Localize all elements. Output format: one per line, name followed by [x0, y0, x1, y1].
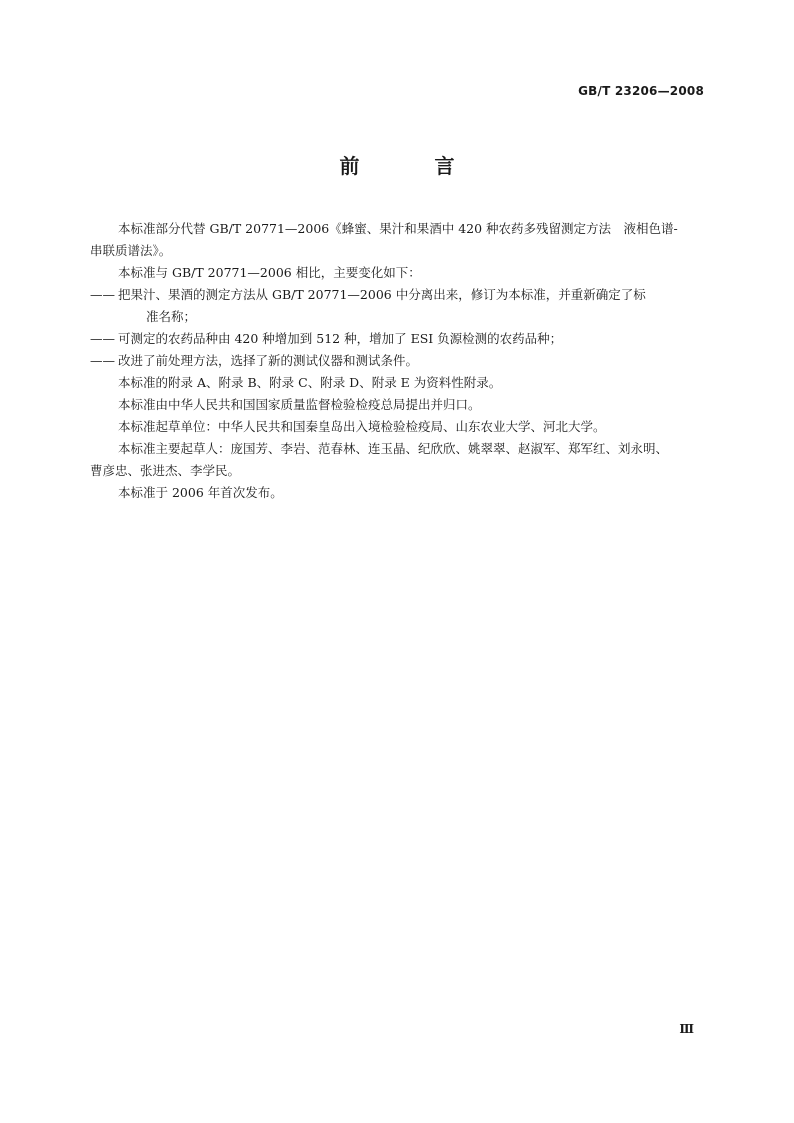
- dash-marker: ——: [90, 331, 115, 346]
- paragraph-replacement: 本标准部分代替 GB/T 20771—2006《蜂蜜、果汁和果酒中 420 种农药多残留测定方法 液相色谱-: [118, 221, 678, 236]
- paragraph-changes-intro: 本标准与 GB/T 20771—2006 相比，主要变化如下：: [118, 265, 421, 280]
- paragraph-replacement-continued: 串联质谱法》。: [90, 243, 172, 258]
- change-list-item: [90, 350, 708, 372]
- dash-marker: ——: [90, 353, 115, 368]
- change-item-text: 可测定的农药品种由 420 种增加到 512 种，增加了 ESI 负源检测的农药品种；: [118, 331, 563, 346]
- change-item-text: 改进了前处理方法，选择了新的测试仪器和测试条件。: [118, 353, 419, 368]
- paragraph-drafters: 本标准主要起草人：庞国芳、李岩、范春林、连玉晶、纪欣欣、姚翠翠、赵淑军、郑军红、刘永明、: [118, 441, 669, 456]
- change-item-text: 把果汁、果酒的测定方法从 GB/T 20771—2006 中分离出来，修订为本标准，并重新确定了标: [118, 287, 646, 302]
- change-item-text-continued: 准名称；: [146, 309, 197, 324]
- standard-code: GB/T 23206—2008: [578, 84, 704, 98]
- paragraph-drafting-units: 本标准起草单位：中华人民共和国秦皇岛出入境检验检疫局、山东农业大学、河北大学。: [118, 419, 606, 434]
- paragraph-drafters-continued: 曹彦忠、张进杰、李学民。: [90, 463, 241, 478]
- dash-marker: ——: [90, 287, 115, 302]
- paragraph-appendix: 本标准的附录 A、附录 B、附录 C、附录 D、附录 E 为资料性附录。: [118, 375, 502, 390]
- foreword-body: [90, 218, 708, 504]
- paragraph-proposer: 本标准由中华人民共和国国家质量监督检验检疫总局提出并归口。: [118, 397, 481, 412]
- paragraph-first-release: 本标准于 2006 年首次发布。: [118, 485, 283, 500]
- page-title: 前 言: [339, 154, 489, 178]
- change-list-item: [90, 328, 708, 350]
- page-number: Ⅲ: [679, 1022, 694, 1036]
- change-list-item: [90, 284, 708, 328]
